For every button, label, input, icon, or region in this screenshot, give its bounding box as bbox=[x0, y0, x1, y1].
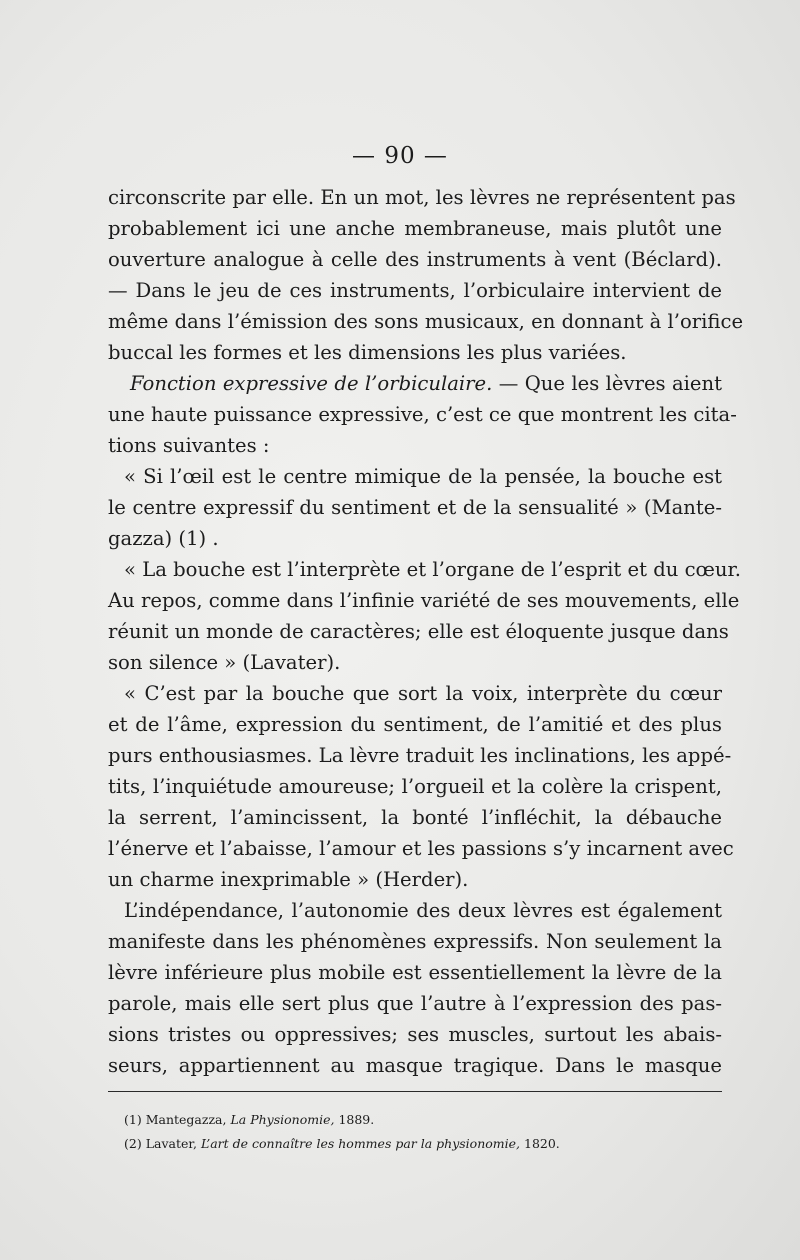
footnote-divider bbox=[108, 1091, 722, 1092]
text-line: L’indépendance, l’autonomie des deux lèvres est également bbox=[124, 899, 722, 922]
quote-line: « Si l’œil est le centre mimique de la pensée, la bouche est bbox=[124, 465, 722, 488]
section-heading-rest: — Que les lèvres aient bbox=[492, 372, 722, 395]
text-line: sions tristes ou oppressives; ses muscles, surtout les abais- bbox=[108, 1023, 722, 1046]
footnote-title: L’art de connaître les hommes par la physionomie, bbox=[200, 1136, 521, 1151]
text-line: lèvre inférieure plus mobile est essentiellement la lèvre de la bbox=[108, 961, 722, 984]
quote-line: l’énerve et l’abaisse, l’amour et les passions s’y incarnent avec bbox=[108, 837, 734, 860]
quote-line: la serrent, l’amincissent, la bonté l’infléchit, la débauche bbox=[108, 806, 722, 829]
text-line: circonscrite par elle. En un mot, les lèvres ne représentent pas bbox=[108, 186, 736, 209]
quote-line: « C’est par la bouche que sort la voix, interprète du cœur bbox=[124, 682, 722, 705]
text-line: seurs, appartiennent au masque tragique. Dans le masque bbox=[108, 1054, 722, 1077]
footnote-year: 1820. bbox=[524, 1136, 560, 1151]
quote-line: gazza) (1) . bbox=[108, 527, 219, 550]
quote-line: le centre expressif du sentiment et de la sensualité » (Mante- bbox=[108, 496, 722, 519]
quote-line: Au repos, comme dans l’infinie variété de ses mouvements, elle bbox=[108, 589, 740, 612]
footnote bbox=[124, 1108, 724, 1132]
section-heading: Fonction expressive de l’orbiculaire. bbox=[130, 372, 493, 395]
text-line: même dans l’émission des sons musicaux, en donnant à l’orifice bbox=[108, 310, 744, 333]
page-number: — 90 — bbox=[352, 143, 448, 169]
text-line: ouverture analogue à celle des instruments à vent (Béclard). bbox=[108, 248, 722, 271]
quote-line: réunit un monde de caractères; elle est éloquente jusque dans bbox=[108, 620, 729, 643]
text-line: manifeste dans les phénomènes expressifs. Non seulement la bbox=[108, 930, 722, 953]
text-line: une haute puissance expressive, c’est ce que montrent les cita- bbox=[108, 403, 737, 426]
quote-line: son silence » (Lavater). bbox=[108, 651, 341, 674]
footnote-marker: (1) bbox=[124, 1112, 142, 1127]
text-line: probablement ici une anche membraneuse, mais plutôt une bbox=[108, 217, 722, 240]
footnote-year: 1889. bbox=[338, 1112, 375, 1127]
text-line: — Dans le jeu de ces instruments, l’orbiculaire intervient de bbox=[108, 279, 722, 302]
text-line: buccal les formes et les dimensions les plus variées. bbox=[108, 341, 627, 364]
quote-line: purs enthousiasmes. La lèvre traduit les inclinations, les appé- bbox=[108, 744, 732, 767]
quote-line: « La bouche est l’interprète et l’organe de l’esprit et du cœur. bbox=[124, 558, 741, 581]
quote-line: et de l’âme, expression du sentiment, de l’amitié et des plus bbox=[108, 713, 722, 736]
text-line: parole, mais elle sert plus que l’autre à l’expression des pas- bbox=[108, 992, 722, 1015]
section-heading-line bbox=[108, 368, 722, 399]
footnotes bbox=[124, 1108, 724, 1156]
footnote-marker: (2) bbox=[124, 1136, 142, 1151]
footnote bbox=[124, 1132, 724, 1156]
body-text bbox=[108, 182, 744, 1081]
footnote-title: La Physionomie, bbox=[230, 1112, 335, 1127]
footnote-author: Lavater, bbox=[145, 1136, 197, 1151]
text-line: tions suivantes : bbox=[108, 434, 270, 457]
footnote-author: Mantegazza, bbox=[145, 1112, 227, 1127]
quote-line: tits, l’inquiétude amoureuse; l’orgueil et la colère la crispent, bbox=[108, 775, 722, 798]
quote-line: un charme inexprimable » (Herder). bbox=[108, 868, 469, 891]
